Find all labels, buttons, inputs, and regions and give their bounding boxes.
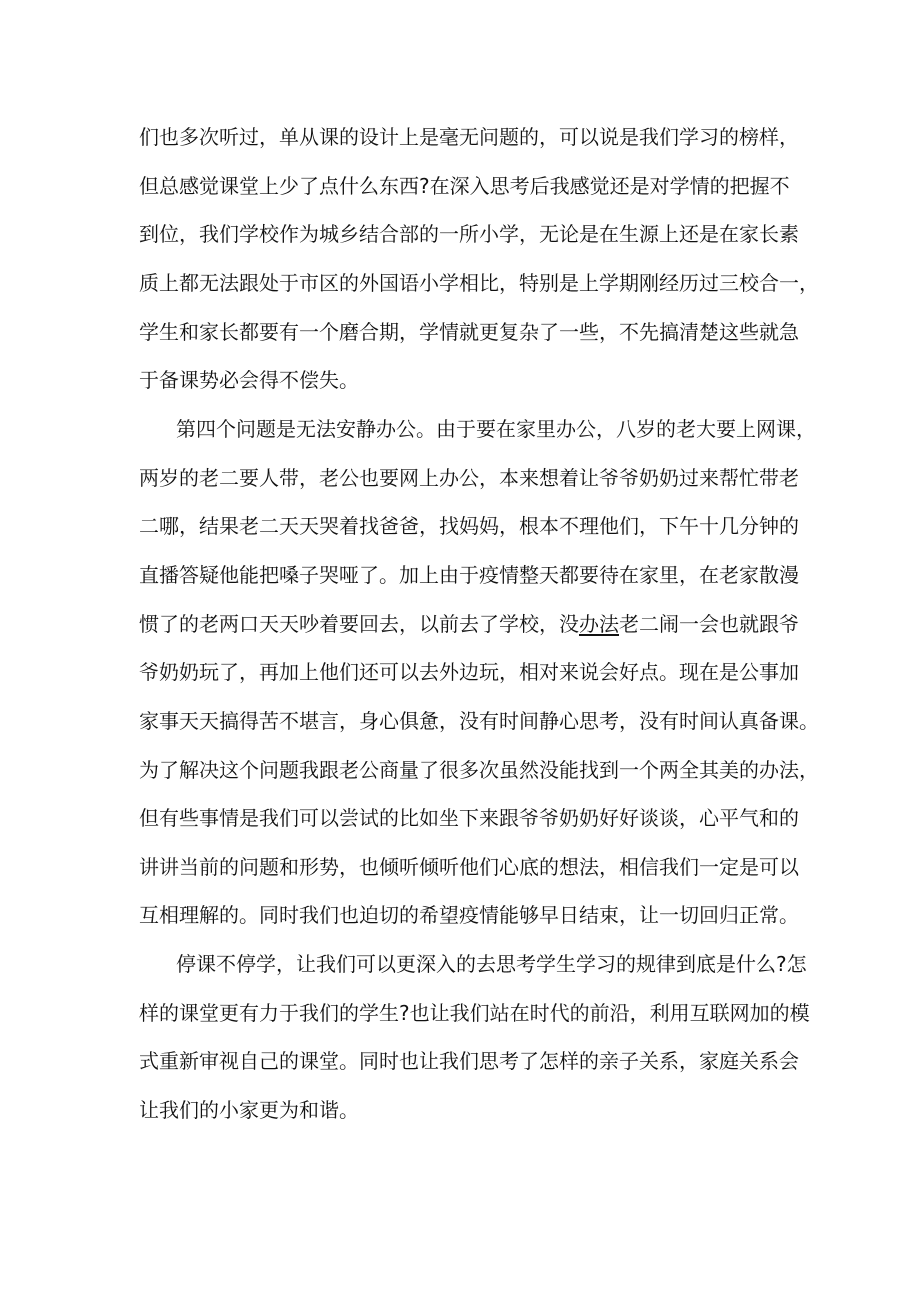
text-line: 样的课堂更有力于我们的学生?也让我们站在时代的前沿，利用互联网加的模 (139, 1001, 810, 1025)
text-line: 为了解决这个问题我跟老公商量了很多次虽然没能找到一个两全其美的办法， (139, 758, 819, 782)
text-line: 于备课势必会得不偿失。 (139, 368, 359, 392)
text-line: 互相理解的。同时我们也迫切的希望疫情能够早日结束，让一切回归正常。 (139, 903, 799, 927)
text-line: 直播答疑他能把嗓子哭哑了。加上由于疫情整天都要待在家里，在老家散漫 (139, 563, 799, 587)
text-line: 式重新审视自己的课堂。同时也让我们思考了怎样的亲子关系，家庭关系会 (139, 1049, 799, 1073)
text-segment: 老二闹一会也就跟爷 (619, 612, 799, 636)
text-line: 让我们的小家更为和谐。 (139, 1098, 359, 1122)
text-line: 但有些事情是我们可以尝试的比如坐下来跟爷爷奶奶好好谈谈，心平气和的 (139, 806, 799, 830)
text-line (139, 612, 799, 636)
text-line: 们也多次听过，单从课的设计上是毫无问题的，可以说是我们学习的榜样， (139, 125, 799, 149)
text-line: 到位，我们学校作为城乡结合部的一所小学，无论是在生源上还是在家长素 (139, 222, 799, 246)
text-line: 家事天天搞得苦不堪言，身心俱惫，没有时间静心思考，没有时间认真备课。 (139, 709, 819, 733)
text-line: 学生和家长都要有一个磨合期，学情就更复杂了一些，不先搞清楚这些就急 (139, 320, 799, 344)
text-line: 停课不停学，让我们可以更深入的去思考学生学习的规律到底是什么?怎 (176, 952, 807, 976)
text-line: 质上都无法跟处于市区的外国语小学相比，特别是上学期刚经历过三校合一， (139, 271, 819, 295)
text-segment: 惯了的老两口天天吵着要回去，以前去了学校，没 (139, 612, 579, 636)
text-line: 讲讲当前的问题和形势，也倾听倾听他们心底的想法，相信我们一定是可以 (139, 855, 799, 879)
text-line: 爷奶奶玩了，再加上他们还可以去外边玩，相对来说会好点。现在是公事加 (139, 660, 799, 684)
text-line: 但总感觉课堂上少了点什么东西?在深入思考后我感觉还是对学情的把握不 (139, 174, 790, 198)
text-line: 两岁的老二要人带，老公也要网上办公，本来想着让爷爷奶奶过来帮忙带老 (139, 466, 799, 490)
text-line: 第四个问题是无法安静办公。由于要在家里办公，八岁的老大要上网课， (176, 417, 816, 441)
text-line: 二哪，结果老二天天哭着找爸爸，找妈妈，根本不理他们，下午十几分钟的 (139, 514, 799, 538)
underlined-word: 办法 (579, 612, 619, 636)
